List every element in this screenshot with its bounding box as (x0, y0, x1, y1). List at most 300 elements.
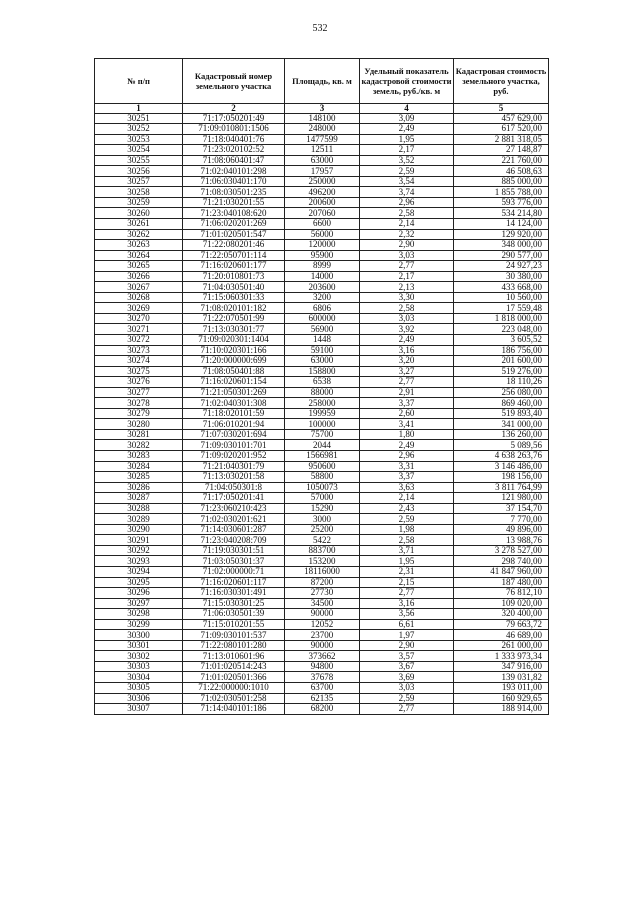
cell-specific-value: 3,54 (360, 176, 454, 187)
cell-row-number: 30271 (95, 324, 183, 335)
cell-cadastral-value: 14 124,00 (454, 218, 549, 229)
cell-row-number: 30273 (95, 345, 183, 356)
table-row (95, 292, 549, 303)
cell-specific-value: 2,58 (360, 303, 454, 314)
cell-specific-value: 3,16 (360, 598, 454, 609)
cell-row-number: 30287 (95, 493, 183, 504)
cell-cadastral-value: 534 214,80 (454, 208, 549, 219)
cell-specific-value: 3,16 (360, 345, 454, 356)
table-row (95, 229, 549, 240)
table-row (95, 134, 549, 145)
cell-row-number: 30256 (95, 166, 183, 177)
table-row (95, 124, 549, 135)
cell-specific-value: 2,77 (360, 377, 454, 388)
cell-cadastral-number: 71:23:040208:709 (183, 535, 285, 546)
table-row (95, 693, 549, 704)
cell-cadastral-number: 71:09:030101:537 (183, 630, 285, 641)
cell-row-number: 30262 (95, 229, 183, 240)
cell-area: 37678 (285, 672, 360, 683)
cell-cadastral-number: 71:15:060301:33 (183, 292, 285, 303)
table-row (95, 345, 549, 356)
cell-row-number: 30300 (95, 630, 183, 641)
table-row (95, 630, 549, 641)
cell-specific-value: 3,03 (360, 313, 454, 324)
cell-cadastral-value: 186 756,00 (454, 345, 549, 356)
cell-cadastral-value: 46 689,00 (454, 630, 549, 641)
cell-cadastral-number: 71:23:040108:620 (183, 208, 285, 219)
table-row (95, 524, 549, 535)
cell-row-number: 30269 (95, 303, 183, 314)
cell-cadastral-number: 71:10:020301:166 (183, 345, 285, 356)
cell-cadastral-number: 71:08:020101:182 (183, 303, 285, 314)
cell-cadastral-value: 24 927,23 (454, 261, 549, 272)
cell-cadastral-value: 3 278 527,00 (454, 545, 549, 556)
cell-specific-value: 2,14 (360, 218, 454, 229)
cell-cadastral-number: 71:01:020514:243 (183, 661, 285, 672)
table-row (95, 303, 549, 314)
column-number: 2 (183, 104, 285, 114)
table-row (95, 556, 549, 567)
cell-specific-value: 2,14 (360, 493, 454, 504)
cell-cadastral-number: 71:15:010201:55 (183, 619, 285, 630)
cell-specific-value: 2,59 (360, 693, 454, 704)
table-row (95, 577, 549, 588)
cell-area: 120000 (285, 240, 360, 251)
cell-row-number: 30276 (95, 377, 183, 388)
cell-cadastral-value: 3 811 764,99 (454, 482, 549, 493)
cell-cadastral-value: 188 914,00 (454, 704, 549, 715)
cell-row-number: 30281 (95, 429, 183, 440)
cell-specific-value: 3,03 (360, 250, 454, 261)
cell-cadastral-number: 71:09:020201:952 (183, 451, 285, 462)
table-row (95, 661, 549, 672)
cell-specific-value: 2,31 (360, 567, 454, 578)
cell-cadastral-value: 187 480,00 (454, 577, 549, 588)
cell-cadastral-number: 71:06:030501:39 (183, 609, 285, 620)
cell-cadastral-value: 519 893,40 (454, 408, 549, 419)
cell-cadastral-value: 256 080,00 (454, 387, 549, 398)
cell-row-number: 30266 (95, 271, 183, 282)
column-number: 4 (360, 104, 454, 114)
cell-area: 90000 (285, 609, 360, 620)
cell-cadastral-value: 869 460,00 (454, 398, 549, 409)
cell-specific-value: 2,43 (360, 503, 454, 514)
cell-specific-value: 1,97 (360, 630, 454, 641)
cell-row-number: 30270 (95, 313, 183, 324)
cell-area: 63000 (285, 155, 360, 166)
cell-cadastral-number: 71:19:030301:51 (183, 545, 285, 556)
cell-cadastral-number: 71:16:030301:491 (183, 588, 285, 599)
cell-cadastral-value: 37 154,70 (454, 503, 549, 514)
cell-row-number: 30286 (95, 482, 183, 493)
cell-cadastral-number: 71:08:030501:235 (183, 187, 285, 198)
cell-area: 56900 (285, 324, 360, 335)
cell-specific-value: 3,41 (360, 419, 454, 430)
table-row (95, 387, 549, 398)
cell-cadastral-number: 71:06:030401:170 (183, 176, 285, 187)
table-row (95, 218, 549, 229)
table-row (95, 482, 549, 493)
cell-cadastral-value: 27 148,87 (454, 145, 549, 156)
cell-cadastral-number: 71:22:000000:1010 (183, 683, 285, 694)
cell-specific-value: 3,03 (360, 683, 454, 694)
table-row (95, 334, 549, 345)
cell-row-number: 30284 (95, 461, 183, 472)
cell-row-number: 30251 (95, 113, 183, 124)
cell-row-number: 30264 (95, 250, 183, 261)
cell-area: 27730 (285, 588, 360, 599)
cell-cadastral-number: 71:08:050401:88 (183, 366, 285, 377)
cell-cadastral-value: 198 156,00 (454, 472, 549, 483)
table-header-row (95, 59, 549, 104)
cell-cadastral-value: 4 638 263,76 (454, 451, 549, 462)
header-row-number: № п/п (95, 59, 183, 104)
cell-row-number: 30263 (95, 240, 183, 251)
cell-cadastral-value: 3 146 486,00 (454, 461, 549, 472)
cell-row-number: 30302 (95, 651, 183, 662)
cell-cadastral-number: 71:17:050201:49 (183, 113, 285, 124)
table-row (95, 240, 549, 251)
cell-cadastral-number: 71:13:030301:77 (183, 324, 285, 335)
cell-specific-value: 3,74 (360, 187, 454, 198)
cell-area: 496200 (285, 187, 360, 198)
cell-specific-value: 3,92 (360, 324, 454, 335)
cell-cadastral-value: 298 740,00 (454, 556, 549, 567)
table-row (95, 398, 549, 409)
cell-area: 203600 (285, 282, 360, 293)
cell-area: 883700 (285, 545, 360, 556)
cell-cadastral-value: 13 988,76 (454, 535, 549, 546)
cell-cadastral-value: 3 605,52 (454, 334, 549, 345)
cell-specific-value: 3,37 (360, 398, 454, 409)
cell-cadastral-value: 76 812,10 (454, 588, 549, 599)
column-number: 5 (454, 104, 549, 114)
table-row (95, 440, 549, 451)
cell-area: 950600 (285, 461, 360, 472)
cell-specific-value: 3,69 (360, 672, 454, 683)
cell-specific-value: 3,63 (360, 482, 454, 493)
cell-area: 18116000 (285, 567, 360, 578)
cell-specific-value: 2,17 (360, 271, 454, 282)
cell-row-number: 30261 (95, 218, 183, 229)
cell-area: 62135 (285, 693, 360, 704)
cell-cadastral-value: 341 000,00 (454, 419, 549, 430)
cell-row-number: 30254 (95, 145, 183, 156)
cell-specific-value: 2,59 (360, 166, 454, 177)
cell-area: 34500 (285, 598, 360, 609)
cell-specific-value: 2,13 (360, 282, 454, 293)
cell-row-number: 30295 (95, 577, 183, 588)
cell-cadastral-value: 457 629,00 (454, 113, 549, 124)
cell-cadastral-number: 71:01:020501:366 (183, 672, 285, 683)
cell-row-number: 30291 (95, 535, 183, 546)
cell-area: 6538 (285, 377, 360, 388)
cell-cadastral-value: 223 048,00 (454, 324, 549, 335)
cell-cadastral-number: 71:02:000000:71 (183, 567, 285, 578)
cell-cadastral-number: 71:03:050301:37 (183, 556, 285, 567)
table-row (95, 261, 549, 272)
cell-row-number: 30272 (95, 334, 183, 345)
cell-cadastral-value: 5 089,56 (454, 440, 549, 451)
cell-cadastral-number: 71:07:030201:694 (183, 429, 285, 440)
cell-area: 199959 (285, 408, 360, 419)
cell-area: 207060 (285, 208, 360, 219)
cell-area: 12052 (285, 619, 360, 630)
table-row (95, 619, 549, 630)
cell-cadastral-number: 71:22:080101:280 (183, 640, 285, 651)
table-row (95, 145, 549, 156)
cell-cadastral-number: 71:02:030501:258 (183, 693, 285, 704)
table-row (95, 282, 549, 293)
column-number: 1 (95, 104, 183, 114)
cell-cadastral-number: 71:09:020301:1404 (183, 334, 285, 345)
cell-cadastral-value: 320 400,00 (454, 609, 549, 620)
cell-area: 200600 (285, 197, 360, 208)
cell-cadastral-value: 519 276,00 (454, 366, 549, 377)
cell-area: 95900 (285, 250, 360, 261)
cell-cadastral-value: 201 600,00 (454, 356, 549, 367)
table-row (95, 187, 549, 198)
cell-specific-value: 3,52 (360, 155, 454, 166)
cell-specific-value: 3,09 (360, 113, 454, 124)
cell-row-number: 30292 (95, 545, 183, 556)
cell-row-number: 30265 (95, 261, 183, 272)
cell-area: 94800 (285, 661, 360, 672)
cell-cadastral-value: 136 260,00 (454, 429, 549, 440)
cell-row-number: 30252 (95, 124, 183, 135)
cell-cadastral-number: 71:16:020601:117 (183, 577, 285, 588)
table-row (95, 419, 549, 430)
cell-cadastral-number: 71:02:040301:308 (183, 398, 285, 409)
table-row (95, 704, 549, 715)
cell-cadastral-number: 71:20:010801:73 (183, 271, 285, 282)
cell-specific-value: 2,58 (360, 208, 454, 219)
cell-area: 258000 (285, 398, 360, 409)
cell-row-number: 30298 (95, 609, 183, 620)
cell-cadastral-number: 71:13:010601:96 (183, 651, 285, 662)
cell-area: 1448 (285, 334, 360, 345)
cell-cadastral-value: 433 668,00 (454, 282, 549, 293)
cell-row-number: 30278 (95, 398, 183, 409)
cell-area: 25200 (285, 524, 360, 535)
cell-cadastral-value: 7 770,00 (454, 514, 549, 525)
cell-row-number: 30253 (95, 134, 183, 145)
table-row (95, 472, 549, 483)
cell-specific-value: 2,96 (360, 197, 454, 208)
table-row (95, 366, 549, 377)
cell-area: 12511 (285, 145, 360, 156)
cell-cadastral-value: 129 920,00 (454, 229, 549, 240)
table-row (95, 535, 549, 546)
cell-cadastral-value: 1 855 788,00 (454, 187, 549, 198)
column-number-row (95, 104, 549, 114)
cell-row-number: 30274 (95, 356, 183, 367)
cell-area: 6600 (285, 218, 360, 229)
cell-cadastral-number: 71:18:020101:59 (183, 408, 285, 419)
cell-specific-value: 1,95 (360, 556, 454, 567)
table-row (95, 640, 549, 651)
table-row (95, 514, 549, 525)
cell-cadastral-number: 71:22:070501:99 (183, 313, 285, 324)
cell-specific-value: 2,90 (360, 640, 454, 651)
cell-cadastral-number: 71:06:010201:94 (183, 419, 285, 430)
cell-cadastral-number: 71:04:050301:8 (183, 482, 285, 493)
cell-cadastral-number: 71:13:030201:58 (183, 472, 285, 483)
cell-area: 2044 (285, 440, 360, 451)
cell-row-number: 30255 (95, 155, 183, 166)
table-row (95, 567, 549, 578)
cell-area: 63700 (285, 683, 360, 694)
cell-specific-value: 3,20 (360, 356, 454, 367)
table-row (95, 598, 549, 609)
cell-area: 250000 (285, 176, 360, 187)
cell-row-number: 30267 (95, 282, 183, 293)
cell-cadastral-value: 41 847 960,00 (454, 567, 549, 578)
table-row (95, 113, 549, 124)
cell-cadastral-value: 46 508,63 (454, 166, 549, 177)
header-specific-value: Удельный показатель кадастровой стоимости земель, руб./кв. м (360, 59, 454, 104)
table-row (95, 588, 549, 599)
cell-cadastral-value: 348 000,00 (454, 240, 549, 251)
cell-cadastral-number: 71:15:030301:25 (183, 598, 285, 609)
table-row (95, 545, 549, 556)
cell-area: 90000 (285, 640, 360, 651)
cell-cadastral-value: 160 929,65 (454, 693, 549, 704)
cell-cadastral-number: 71:04:030501:40 (183, 282, 285, 293)
cell-cadastral-number: 71:22:080201:46 (183, 240, 285, 251)
cell-specific-value: 3,67 (360, 661, 454, 672)
cell-row-number: 30259 (95, 197, 183, 208)
column-number: 3 (285, 104, 360, 114)
cell-cadastral-value: 2 881 318,05 (454, 134, 549, 145)
table-row (95, 166, 549, 177)
cell-cadastral-number: 71:02:040101:298 (183, 166, 285, 177)
cell-area: 148100 (285, 113, 360, 124)
table-row (95, 461, 549, 472)
table-row (95, 324, 549, 335)
cell-cadastral-number: 71:14:040101:186 (183, 704, 285, 715)
cell-cadastral-number: 71:06:020201:269 (183, 218, 285, 229)
cell-specific-value: 3,31 (360, 461, 454, 472)
cell-row-number: 30304 (95, 672, 183, 683)
cell-specific-value: 2,77 (360, 704, 454, 715)
cell-specific-value: 2,15 (360, 577, 454, 588)
cell-cadastral-value: 1 818 000,00 (454, 313, 549, 324)
cell-area: 158800 (285, 366, 360, 377)
cell-cadastral-number: 71:23:020102:52 (183, 145, 285, 156)
table-row (95, 356, 549, 367)
cell-cadastral-number: 71:16:020601:177 (183, 261, 285, 272)
cell-area: 87200 (285, 577, 360, 588)
cell-cadastral-value: 261 000,00 (454, 640, 549, 651)
table-row (95, 197, 549, 208)
table-row (95, 176, 549, 187)
cell-specific-value: 2,17 (360, 145, 454, 156)
cell-cadastral-value: 593 776,00 (454, 197, 549, 208)
cell-cadastral-number: 71:21:050301:269 (183, 387, 285, 398)
cell-area: 17957 (285, 166, 360, 177)
cell-row-number: 30299 (95, 619, 183, 630)
cell-row-number: 30290 (95, 524, 183, 535)
page-number: 532 (312, 23, 328, 34)
cell-specific-value: 2,60 (360, 408, 454, 419)
cell-area: 63000 (285, 356, 360, 367)
cell-specific-value: 3,37 (360, 472, 454, 483)
cell-area: 153200 (285, 556, 360, 567)
cadastral-value-table (94, 58, 549, 715)
cell-cadastral-number: 71:14:030601:287 (183, 524, 285, 535)
cell-cadastral-number: 71:08:060401:47 (183, 155, 285, 166)
cell-area: 1566981 (285, 451, 360, 462)
cell-area: 23700 (285, 630, 360, 641)
cell-specific-value: 2,58 (360, 535, 454, 546)
header-cadastral-value: Кадастровая стоимость земельного участка, руб. (454, 59, 549, 104)
cell-cadastral-number: 71:21:040301:79 (183, 461, 285, 472)
cell-area: 8999 (285, 261, 360, 272)
table-row (95, 377, 549, 388)
cell-cadastral-value: 18 110,26 (454, 377, 549, 388)
cell-specific-value: 2,90 (360, 240, 454, 251)
cell-area: 6806 (285, 303, 360, 314)
header-area: Площадь, кв. м (285, 59, 360, 104)
table-row (95, 250, 549, 261)
cell-row-number: 30293 (95, 556, 183, 567)
cell-specific-value: 3,71 (360, 545, 454, 556)
cell-area: 373662 (285, 651, 360, 662)
cell-row-number: 30279 (95, 408, 183, 419)
cell-area: 57000 (285, 493, 360, 504)
cell-area: 14000 (285, 271, 360, 282)
table-row (95, 208, 549, 219)
table-row (95, 609, 549, 620)
cell-area: 248000 (285, 124, 360, 135)
cell-row-number: 30277 (95, 387, 183, 398)
cell-cadastral-number: 71:23:060210:423 (183, 503, 285, 514)
cell-cadastral-value: 109 020,00 (454, 598, 549, 609)
cell-row-number: 30258 (95, 187, 183, 198)
table-row (95, 155, 549, 166)
cell-cadastral-value: 290 577,00 (454, 250, 549, 261)
table-row (95, 683, 549, 694)
cell-area: 100000 (285, 419, 360, 430)
cell-specific-value: 2,96 (360, 451, 454, 462)
cell-cadastral-number: 71:17:050201:41 (183, 493, 285, 504)
cell-cadastral-number: 71:09:030101:701 (183, 440, 285, 451)
table-row (95, 271, 549, 282)
cell-area: 88000 (285, 387, 360, 398)
cell-cadastral-number: 71:22:050701:114 (183, 250, 285, 261)
cell-cadastral-number: 71:21:030201:55 (183, 197, 285, 208)
cell-row-number: 30280 (95, 419, 183, 430)
cell-row-number: 30260 (95, 208, 183, 219)
cell-specific-value: 1,80 (360, 429, 454, 440)
cell-row-number: 30294 (95, 567, 183, 578)
cell-row-number: 30306 (95, 693, 183, 704)
cell-cadastral-value: 221 760,00 (454, 155, 549, 166)
cell-cadastral-value: 1 333 973,34 (454, 651, 549, 662)
cell-specific-value: 1,98 (360, 524, 454, 535)
cell-area: 1477599 (285, 134, 360, 145)
cell-row-number: 30289 (95, 514, 183, 525)
cell-row-number: 30268 (95, 292, 183, 303)
cell-area: 59100 (285, 345, 360, 356)
cell-cadastral-number: 71:20:000000:699 (183, 356, 285, 367)
header-cadastral-number: Кадастровый номер земельного участка (183, 59, 285, 104)
cell-row-number: 30257 (95, 176, 183, 187)
cell-area: 15290 (285, 503, 360, 514)
cell-cadastral-value: 347 916,00 (454, 661, 549, 672)
cell-specific-value: 3,57 (360, 651, 454, 662)
